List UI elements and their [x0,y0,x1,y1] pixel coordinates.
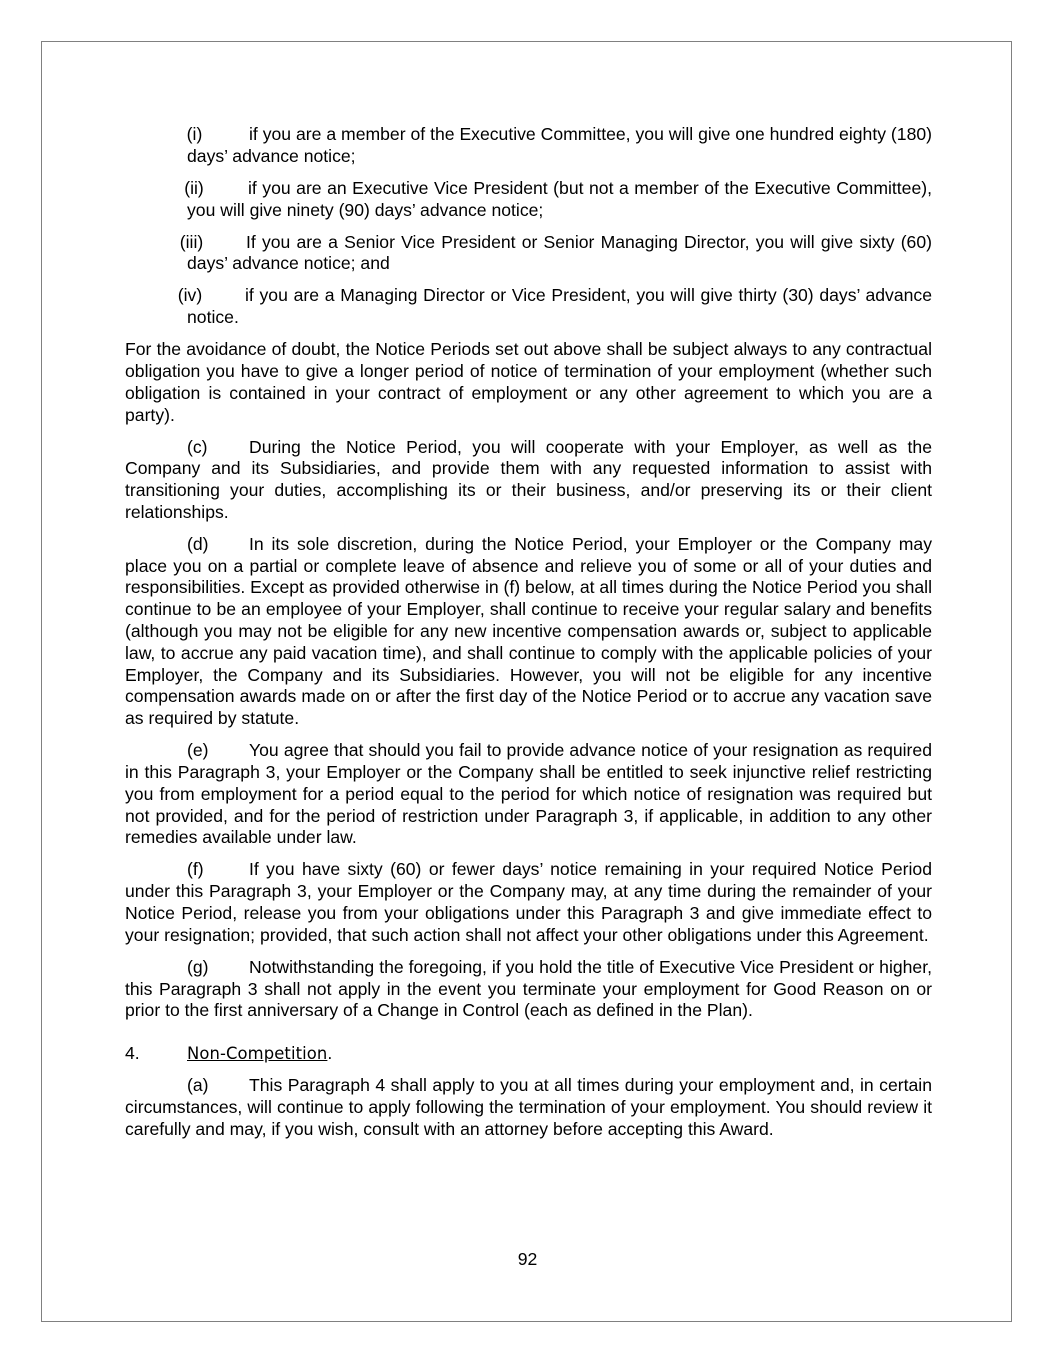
paragraph-4a [125,1075,932,1140]
section-title: Non-Competition [187,1044,328,1064]
paragraph-g [125,957,932,1022]
item-number: (iv) [177,285,203,306]
paragraph-text: You agree that should you fail to provide advance notice of your resignation as required in this Paragraph 3, your Employer or the Company shall be entitled to seek injunctive relief restricting you from employment for a period equal to the period for which notice of resignation was required but not provided, and for the period of restriction under Paragraph 3, if applicable, in addition to any other remedies available under law. [125,740,932,848]
item-text: If you are a Senior Vice President or Senior Managing Director, you will give sixty (60) days’ advance notice; and [187,231,932,274]
item-number: (iii) [179,231,204,252]
paragraph-label: (f) [187,859,204,880]
paragraph-label: (e) [187,740,209,761]
notice-item-iii [179,231,932,276]
document-body [125,124,932,1151]
paragraph-label: (a) [187,1074,209,1095]
paragraph-e [125,740,932,849]
paragraph-text: If you have sixty (60) or fewer days’ notice remaining in your required Notice Period under this Paragraph 3, your Employer or the Company may, at any time during the remainder of your Notice Period, release you from your obligations under this Paragraph 3 and give immediate effect to your resignation; provided, that such action shall not affect your other obligations under this Agreement. [125,859,932,945]
item-number: (i) [186,124,203,144]
paragraph-label: (c) [187,436,208,457]
paragraph-c [125,437,932,524]
paragraph-text: Notwithstanding the foregoing, if you hold the title of Executive Vice President or higher, this Paragraph 3 shall not apply in the event you terminate your employment for Good Reason on or prior to the first anniversary of a Change in Control (each as defined in the Plan). [125,956,932,1021]
paragraph-label: (g) [187,956,209,977]
item-text: if you are a Managing Director or Vice President, you will give thirty (30) days’ advance notice. [187,285,932,328]
section-heading [125,1043,932,1065]
avoidance-paragraph: For the avoidance of doubt, the Notice Periods set out above shall be subject always to any contractual obligation you have to give a longer period of notice of termination of your employment (whether such obligation is contained in your contract of employment or any other agreement to which you are a party). [125,339,932,425]
section-number: 4. [125,1043,140,1064]
section-title-punct: . [327,1043,333,1064]
paragraph-f [125,859,932,946]
paragraph-d [125,534,932,730]
paragraph-text: In its sole discretion, during the Notice Period, your Employer or the Company may place you on a partial or complete leave of absence and relieve you of some or all of your duties and responsibilities. Except as provided otherwise in (f) below, at all times during the Notice Period you shall continue to be an employee of your Employer, shall continue to receive your regular salary and benefits (although you may not be eligible for any new incentive compensation awards or, subject to applicable law, to accrue any paid vacation time), and shall continue to comply with the applicable policies of your Employer, the Company and its Subsidiaries. However, you will not be eligible for any incentive compensation awards made on or after the first day of the Notice Period or to accrue any vacation save as required by statute. [125,533,932,729]
item-text: if you are an Executive Vice President (but not a member of the Executive Committee), you will give ninety (90) days’ advance notice; [187,177,932,220]
notice-item-iv [177,285,932,329]
notice-item-ii [184,177,932,222]
item-number: (ii) [184,177,204,198]
paragraph-label: (d) [187,533,209,554]
item-text: if you are a member of the Executive Committee, you will give one hundred eighty (180) days’ advance notice; [187,124,932,166]
page-number: 92 [517,1249,538,1269]
paragraph-text: This Paragraph 4 shall apply to you at all times during your employment and, in certain circumstances, will continue to apply following the termination of your employment. You should review it carefully and may, if you wish, consult with an attorney before accepting this Award. [125,1074,932,1139]
paragraph-text: During the Notice Period, you will cooperate with your Employer, as well as the Company and its Subsidiaries, and provide them with any requested information to assist with transitioning your duties, accomplishing its or their business, and/or preserving its or their client relationships. [125,436,932,522]
document-page [41,41,1012,1322]
notice-item-i [187,124,932,168]
